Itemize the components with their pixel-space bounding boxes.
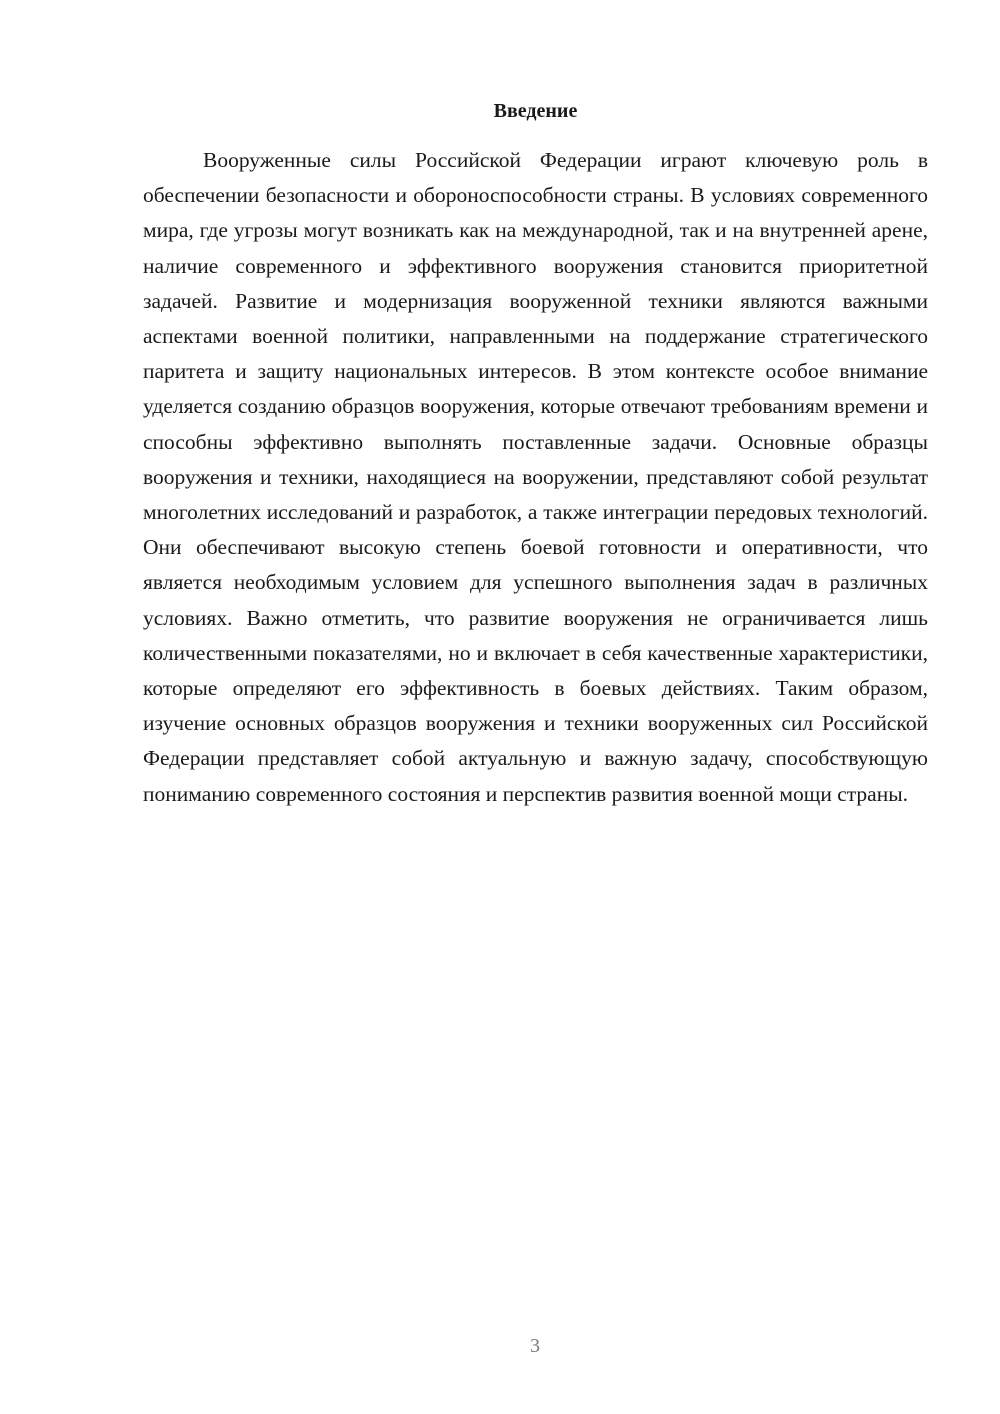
introduction-paragraph: Вооруженные силы Российской Федерации играют ключевую роль в обеспечении безопасности и обороноспособности страны. В условиях современного мира, где угрозы могут возникать как на международной, так и на внутренней арене, наличие современного и эффективного вооружения становится приоритетной задачей. Развитие и модернизация вооруженной техники являются важными аспектами военной политики, направленными на поддержание стратегического паритета и защиту национальных интересов. В этом контексте особое внимание уделяется созданию образцов вооружения, которые отвечают требованиям времени и способны эффективно выполнять поставленные задачи. Основные образцы вооружения и техники, находящиеся на вооружении, представляют собой результат многолетних исследований и разработок, а также интеграции передовых технологий. Они обеспечивают высокую степень боевой готовности и оперативности, что является необходимым условием для успешного выполнения задач в различных условиях. Важно отметить, что развитие вооружения не ограничивается лишь количественными показателями, но и включает в себя качественные характеристики, которые определяют его эффективность в боевых действиях. Таким образом, изучение основных образцов вооружения и техники вооруженных сил Российской Федерации представляет собой актуальную и важную задачу, способствующую пониманию современного состояния и перспектив развития военной мощи страны. [143, 148, 928, 806]
page-number: 3 [530, 1335, 540, 1357]
section-heading: Введение [493, 100, 578, 122]
